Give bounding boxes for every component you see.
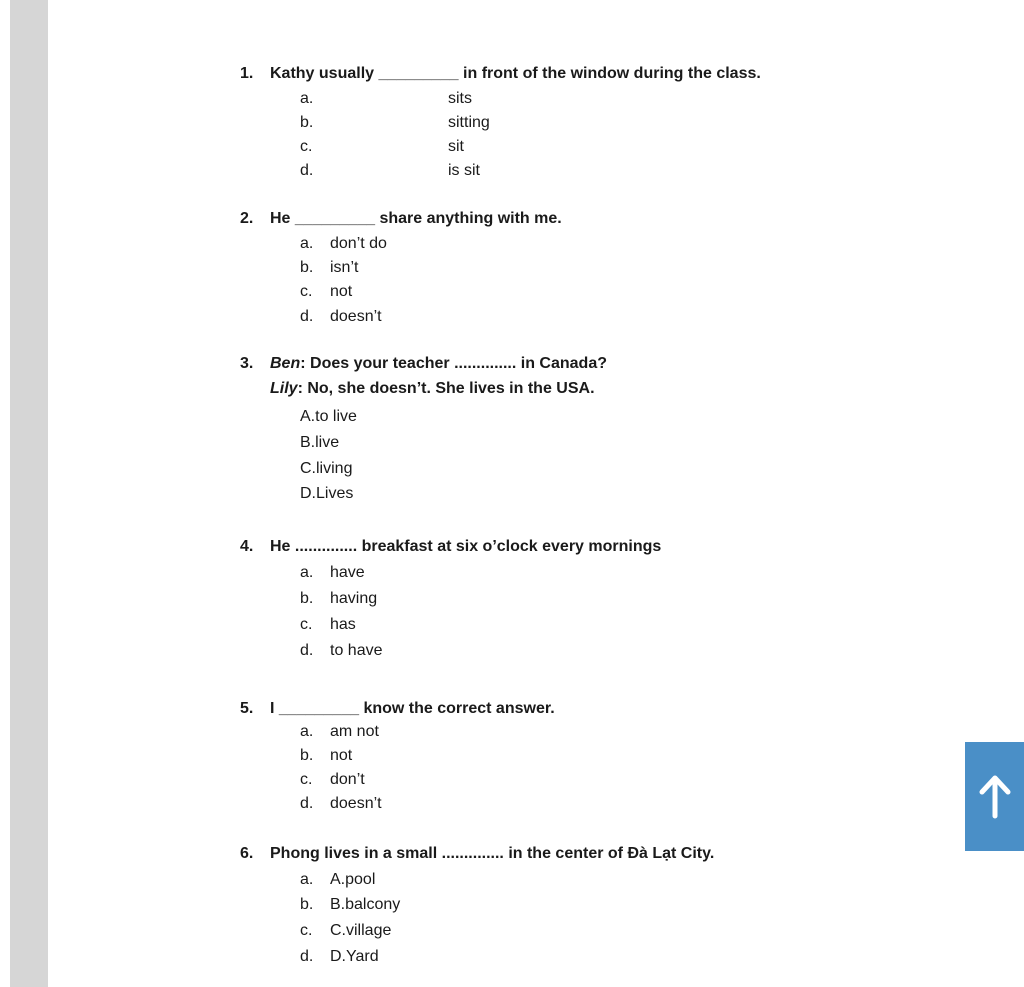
option-letter: d. — [300, 642, 314, 659]
option — [300, 871, 375, 889]
option — [300, 922, 391, 940]
option — [300, 564, 365, 582]
question-text-after: in the center of Đà Lạt City. — [508, 845, 715, 862]
option-text: having — [330, 590, 378, 607]
speaker-name: Lily — [270, 380, 298, 397]
option-text: C.village — [330, 922, 392, 939]
question-number: 4. — [240, 538, 254, 555]
option-letter: a. — [300, 90, 314, 107]
answer-blank: .............. — [441, 845, 504, 862]
option — [300, 642, 382, 660]
question-text-before: Phong lives in a small — [270, 845, 438, 862]
question-5 — [240, 700, 555, 718]
question-3 — [240, 355, 607, 373]
option-text: not — [330, 283, 353, 300]
option — [300, 948, 379, 966]
question-text-before: He — [270, 538, 291, 555]
option-text: sit — [448, 138, 464, 155]
question-1 — [240, 65, 761, 83]
option-text: C.living — [300, 460, 353, 477]
option-letter: b. — [300, 114, 314, 131]
option-text: don’t — [330, 771, 365, 788]
question-number: 6. — [240, 845, 254, 862]
option-letter: b. — [300, 590, 314, 607]
option-text: sitting — [448, 114, 490, 131]
option — [300, 590, 377, 608]
option-letter: d. — [300, 948, 314, 965]
option — [300, 616, 356, 634]
viewer-side-strip — [10, 0, 48, 987]
answer-blank: _________ — [278, 700, 359, 717]
option-letter: b. — [300, 747, 314, 764]
question-text-before: Kathy usually — [270, 65, 375, 82]
option-text: D.Lives — [300, 485, 354, 502]
question-number: 1. — [240, 65, 254, 82]
scroll-to-top-button[interactable] — [965, 742, 1024, 851]
option-letter: c. — [300, 616, 313, 633]
answer-blank: .............. — [454, 355, 517, 372]
answer-blank: _________ — [294, 210, 375, 227]
question-text-after: share anything with me. — [379, 210, 562, 227]
option-letter: b. — [300, 259, 314, 276]
option — [300, 235, 387, 253]
option-letter: a. — [300, 723, 314, 740]
option-text: A.pool — [330, 871, 376, 888]
option — [300, 795, 382, 813]
option-letter: a. — [300, 235, 314, 252]
question-text-after: in front of the window during the class. — [463, 65, 761, 82]
dialogue-line-after: in Canada? — [520, 355, 607, 372]
option-text: doesn’t — [330, 308, 382, 325]
option-text: don’t do — [330, 235, 387, 252]
question-2 — [240, 210, 562, 228]
question-number: 5. — [240, 700, 254, 717]
option-text: A.to live — [300, 408, 357, 425]
option — [300, 283, 352, 301]
question-4 — [240, 538, 661, 556]
option-letter: b. — [300, 896, 314, 913]
question-text-before: I — [270, 700, 275, 717]
option — [300, 308, 382, 326]
answer-blank: .............. — [294, 538, 358, 555]
option-text: B.live — [300, 434, 340, 451]
option — [300, 723, 379, 741]
speaker-name: Ben — [270, 355, 301, 372]
option-letter: a. — [300, 564, 314, 581]
option-text: B.balcony — [330, 896, 401, 913]
option — [300, 896, 400, 914]
option-text: am not — [330, 723, 379, 740]
option — [300, 259, 358, 277]
option-letter: d. — [300, 162, 314, 179]
option-letter: a. — [300, 871, 314, 888]
option-text: sits — [448, 90, 472, 107]
question-6 — [240, 845, 714, 863]
option-letter: c. — [300, 138, 313, 155]
option-letter: c. — [300, 771, 313, 788]
option-text: D.Yard — [330, 948, 379, 965]
option-text: to have — [330, 642, 383, 659]
option-letter: c. — [300, 922, 313, 939]
question-text-after: breakfast at six o’clock every mornings — [361, 538, 662, 555]
option-text: doesn’t — [330, 795, 382, 812]
question-number: 2. — [240, 210, 254, 227]
arrow-up-icon — [978, 774, 1012, 820]
page-left-margin — [0, 0, 10, 987]
answer-blank: _________ — [378, 65, 459, 82]
option-letter: d. — [300, 795, 314, 812]
question-3-response — [270, 380, 595, 398]
option-letter: c. — [300, 283, 313, 300]
question-text-after: know the correct answer. — [363, 700, 555, 717]
question-number: 3. — [240, 355, 254, 372]
option — [300, 771, 365, 789]
question-text-before: He — [270, 210, 291, 227]
option-text: has — [330, 616, 356, 633]
option-text: isn’t — [330, 259, 359, 276]
option-letter: d. — [300, 308, 314, 325]
option — [300, 747, 352, 765]
dialogue-line: : No, she doesn’t. She lives in the USA. — [297, 380, 595, 397]
dialogue-line: : Does your teacher — [300, 355, 450, 372]
option-text: have — [330, 564, 365, 581]
option-text: not — [330, 747, 353, 764]
option-text: is sit — [448, 162, 480, 179]
